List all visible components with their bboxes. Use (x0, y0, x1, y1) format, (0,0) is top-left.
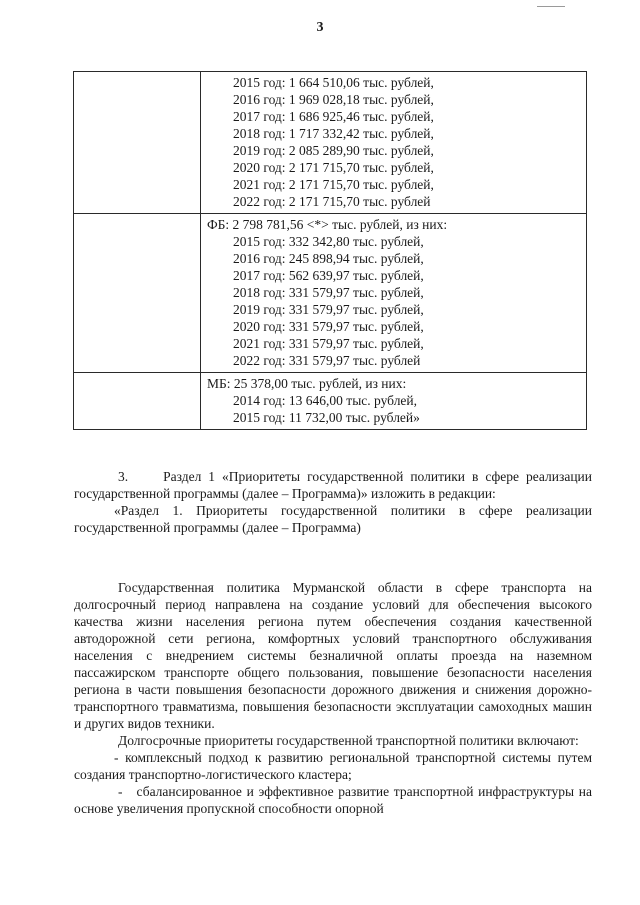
year-amount-line: 2015 год: 332 342,80 тыс. рублей, (233, 234, 424, 249)
year-amount-line: 2019 год: 331 579,97 тыс. рублей, (233, 302, 424, 317)
bullet-item: - сбалансированное и эффективное развитие транспортной инфраструктуры на основе увеличения пропускной способности опорной (74, 784, 592, 816)
year-amount-line: 2022 год: 331 579,97 тыс. рублей (233, 353, 421, 368)
section-title: «Раздел 1. Приоритеты государственной политики в сфере реализации государственной программы (далее – Программа) (74, 503, 592, 535)
table-row (74, 373, 587, 430)
year-amount-line: 2015 год: 11 732,00 тыс. рублей» (233, 410, 420, 425)
table-cell-values (201, 373, 587, 430)
page-number: 3 (316, 20, 324, 35)
year-amount-line: 2021 год: 331 579,97 тыс. рублей, (233, 336, 424, 351)
priorities-intro: Долгосрочные приоритеты государственной транспортной политики включают: (118, 733, 579, 748)
policy-paragraph: Государственная политика Мурманской области в сфере транспорта на долгосрочный период направлена на создание условий для обеспечения высокого качества жизни населения региона путем обеспечения создания качественной автодорожной сети региона, комфортных условий транспортного обслуживания населения с внедрением системы безналичной оплаты проезда на наземном пассажирском транспорте общего пользования, повышение безопасности населения региона в части повышения безопасности дорожного движения и снижения дорожно-транспортного травматизма, повышения безопасности эксплуатации самоходных машин и других видов техники. (74, 580, 592, 731)
table-row (74, 214, 587, 373)
funding-source-total: МБ: 25 378,00 тыс. рублей, из них: (207, 376, 407, 391)
year-amount-line: 2016 год: 1 969 028,18 тыс. рублей, (233, 92, 434, 107)
year-amount-line: 2017 год: 562 639,97 тыс. рублей, (233, 268, 424, 283)
table-cell-label (74, 373, 201, 430)
year-amount-line: 2014 год: 13 646,00 тыс. рублей, (233, 393, 418, 408)
table-row (74, 72, 587, 214)
year-amount-line: 2015 год: 1 664 510,06 тыс. рублей, (233, 75, 434, 90)
year-amount-line: 2017 год: 1 686 925,46 тыс. рублей, (233, 109, 434, 124)
year-amount-line: 2020 год: 331 579,97 тыс. рублей, (233, 319, 424, 334)
funding-table (73, 71, 587, 430)
table-cell-values (201, 72, 587, 214)
year-amount-line: 2020 год: 2 171 715,70 тыс. рублей, (233, 160, 434, 175)
funding-source-total: ФБ: 2 798 781,56 <*> тыс. рублей, из них: (207, 217, 448, 232)
year-amount-line: 2019 год: 2 085 289,90 тыс. рублей, (233, 143, 434, 158)
year-amount-line: 2021 год: 2 171 715,70 тыс. рублей, (233, 177, 434, 192)
table-cell-label (74, 72, 201, 214)
year-amount-line: 2018 год: 331 579,97 тыс. рублей, (233, 285, 424, 300)
item-3-paragraph: 3. Раздел 1 «Приоритеты государственной политики в сфере реализации государственной программы (далее – Программа)» изложить в редакции: (74, 469, 592, 501)
year-amount-line: 2022 год: 2 171 715,70 тыс. рублей (233, 194, 431, 209)
table-cell-values (201, 214, 587, 373)
policy-block (74, 579, 592, 817)
year-amount-line: 2018 год: 1 717 332,42 тыс. рублей, (233, 126, 434, 141)
header-rule (537, 6, 565, 7)
table-cell-label (74, 214, 201, 373)
item-3-block (74, 468, 592, 536)
bullet-item: - комплексный подход к развитию региональной транспортной системы путем создания транспортно-логистического кластера; (74, 750, 592, 782)
year-amount-line: 2016 год: 245 898,94 тыс. рублей, (233, 251, 424, 266)
